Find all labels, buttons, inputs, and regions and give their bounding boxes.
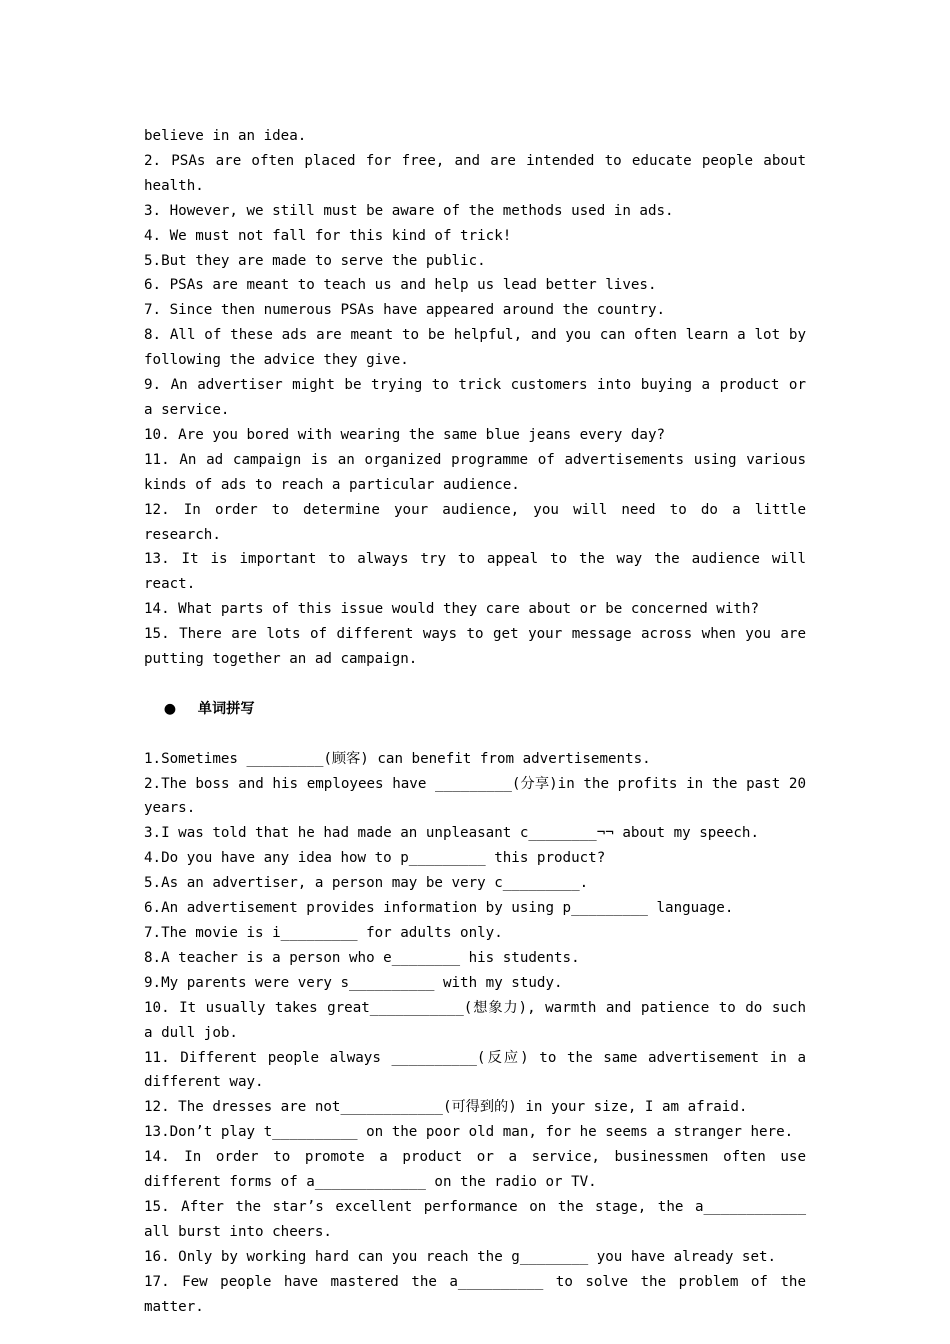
answer-line: 2. PSAs are often placed for free, and are intended to educate people about health. <box>144 152 815 194</box>
exercise-item: 9.My parents were very s__________ with my study. <box>144 974 563 991</box>
exercise-item: 13.Don’t play t__________ on the poor old man, for he seems a stranger here. <box>144 1124 794 1141</box>
exercise-item: 10. It usually takes great___________(想象力), warmth and patience to do such a dull job. <box>144 999 815 1041</box>
exercise-item: 4.Do you have any idea how to p_________ this product? <box>144 850 606 867</box>
exercise-item: 11. Different people always __________(反应) to the same advertisement in a different way. <box>144 1049 815 1091</box>
answer-line: 4. We must not fall for this kind of trick! <box>144 227 512 244</box>
exercise-item: 8.A teacher is a person who e________ his students. <box>144 949 580 966</box>
answer-line: 13. It is important to always try to appeal to the way the audience will react. <box>144 551 815 593</box>
exercise-item: 3.I was told that he had made an unpleasant c________¬¬ about my speech. <box>144 825 759 842</box>
exercise-item: 7.The movie is i_________ for adults only. <box>144 925 503 941</box>
exercise-item: 2.The boss and his employees have _________(分享)in the profits in the past 20 years. <box>144 775 815 817</box>
exercise-item: 17. Few people have mastered the a__________ to solve the problem of the matter. <box>144 1273 815 1315</box>
answer-list <box>144 124 815 672</box>
answer-line: 3. However, we still must be aware of the methods used in ads. <box>144 202 674 219</box>
answer-line: believe in an idea. <box>144 128 307 144</box>
answer-line: 5.But they are made to serve the public. <box>144 252 486 269</box>
document-page <box>144 124 815 1320</box>
exercise-list <box>144 747 815 1320</box>
section-heading <box>144 672 806 747</box>
answer-line: 14. What parts of this issue would they care about or be concerned with? <box>144 601 759 618</box>
exercise-item: 1.Sometimes _________(顾客) can benefit from advertisements. <box>144 750 651 767</box>
exercise-item: 12. The dresses are not____________(可得到的) in your size, I am afraid. <box>144 1099 748 1116</box>
answer-line: 10. Are you bored with wearing the same blue jeans every day? <box>144 426 666 443</box>
bullet-icon: ● <box>163 700 177 717</box>
exercise-item: 14. In order to promote a product or a service, businessmen often use different forms of a_____________ on the radio or TV. <box>144 1149 815 1191</box>
exercise-item: 15. After the star’s excellent performance on the stage, the a____________ all burst into cheers. <box>144 1198 815 1240</box>
exercise-item: 6.An advertisement provides information by using p_________ language. <box>144 900 734 917</box>
answer-line: 12. In order to determine your audience, you will need to do a little research. <box>144 501 815 543</box>
section-title: 单词拼写 <box>197 700 255 717</box>
answer-line: 9. An advertiser might be trying to trick customers into buying a product or a service. <box>144 377 815 418</box>
answer-line: 6. PSAs are meant to teach us and help us lead better lives. <box>144 277 657 294</box>
answer-line: 7. Since then numerous PSAs have appeared around the country. <box>144 302 666 319</box>
answer-line: 8. All of these ads are meant to be helpful, and you can often learn a lot by following the advice they give. <box>144 327 815 369</box>
exercise-item: 5.As an advertiser, a person may be very c_________. <box>144 875 589 892</box>
answer-line: 15. There are lots of different ways to get your message across when you are putting together an ad campaign. <box>144 626 815 668</box>
answer-line: 11. An ad campaign is an organized programme of advertisements using various kinds of ads to reach a particular audience. <box>144 451 815 493</box>
exercise-item: 16. Only by working hard can you reach the g________ you have already set. <box>144 1248 777 1265</box>
